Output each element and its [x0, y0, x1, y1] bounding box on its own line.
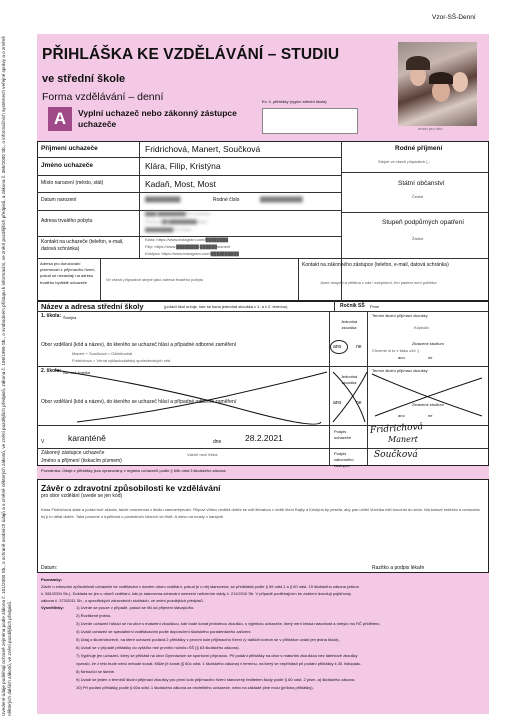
citizenship-label: Státní občanství	[398, 180, 445, 187]
schools-header: Název a adresa střední školy	[41, 302, 144, 311]
explanation-4: 4) Uvádí uchazeč se speciálními vzdělávacími podle doporučení školského poradenského zařízení.	[76, 629, 252, 634]
explanation-2: 2) Rozlišené jméno.	[76, 613, 112, 618]
education-form: Forma vzdělávání – denní	[42, 91, 164, 103]
address-line-1[interactable]: ████ ██████████ 43 Chomutov	[145, 211, 211, 216]
birth-number-label: Rodné číslo	[213, 197, 240, 203]
school-2-label: 2. škola:	[41, 368, 62, 374]
guardian-name-label: Zákonný zástupce uchazeče	[41, 450, 105, 456]
section-a-badge: A	[48, 107, 72, 131]
first-name-value[interactable]: Klára, Filip, Kristýna	[145, 161, 221, 171]
applicant-signature-2[interactable]: Manert	[388, 435, 418, 444]
support-level-label: Stupeň podpůrných opatření	[382, 219, 465, 226]
birth-surname-value[interactable]: Stejné ve všech případech (-:	[378, 159, 431, 164]
contact-line-1[interactable]: Klára: https://www.instagram.com/████████	[145, 237, 229, 242]
birth-surname-label: Rodné příjmení	[395, 145, 443, 152]
school-2-term-label: Termín školní přijímací zkoušky	[372, 368, 428, 373]
contact-line-3[interactable]: Kristýna: https://www.instagram.com/██████████	[145, 251, 239, 256]
school-2-crossout	[37, 366, 489, 425]
school-1-shortened-note[interactable]: Chceme si to v tlaku užít :)	[372, 348, 420, 353]
school-1-label: 1. škola:	[41, 313, 62, 319]
health-subtitle: pro obor vzdělání (uvede se jen kód)	[41, 493, 123, 499]
school-2-exam-label: Jednotná zkouška	[340, 374, 358, 385]
school-1-field-label: Obor vzdělání (kód a název), do kterého se uchazeč hlásí a případné odborné zaměření	[41, 342, 237, 348]
school-1-term-value[interactable]: Kdykoliv	[414, 325, 429, 330]
date-label: dne	[213, 439, 222, 445]
school-2-shortened-yes[interactable]: ano	[398, 413, 405, 418]
explanation-7: 7) Vyplňuje jen uchazeč, který se přihlásil na obor Gymnázium se sportovní přípravou. Při podání přihlášky na obor s maturitní zkouškou bez talentové zkoušky	[76, 653, 358, 658]
guardian-signature-label: Podpis zákonného zástupce	[334, 451, 354, 468]
contact-line-2[interactable]: Filip: https://www.████████/██████manert/	[145, 244, 231, 249]
school-1-field-line-1[interactable]: Manert + Součková = Ožirkitouhal	[72, 351, 133, 356]
school-2-exam-no[interactable]: ne	[356, 400, 362, 406]
guardian-contact-note[interactable]: Jsme dospělí a většina z nás i svéprávní, tím pádem není potřeba	[320, 280, 437, 285]
contact-label: Kontakt na uchazeče (telefon, e-mail, datová schránka)	[41, 239, 124, 252]
birthdate-value[interactable]: ██████████	[145, 197, 181, 203]
health-date-label: Datum:	[41, 565, 58, 571]
school-2-shortened-label: Zkrácené studium	[412, 402, 444, 407]
form-subtitle: ve střední škole	[42, 73, 126, 85]
school-1-term-label: Termín školní přijímací zkoušky	[372, 313, 428, 318]
date-value[interactable]: 28.2.2021	[245, 433, 283, 443]
school-1-exam-yes[interactable]: ano	[333, 344, 342, 350]
guardian-signature[interactable]: Součková	[374, 450, 418, 460]
schools-header-note: (pořadí škol určuje, kde se koná jednotná zkouška v 1. a v 2. termínu)	[164, 304, 288, 309]
note-line: Poznámka: Údaje z přihlášky jsou zpracovány v registru uchazečů podle § 60b odst.3 školského zákona.	[41, 468, 227, 473]
health-text[interactable]: Klára Fridrichová stále a pořád boří ačkoliv, takže omezenost z titulku samozřejmostí. Filipovi vůbec nedělá dobře se učit literaturu v době čtení Bajky a Kristýna by pesela, aby pan učitel Vocelka měl bouchat do stolu. Má bolavé srdéčko a nemusela by ji to dělat dobře. Také prosíme o trpělivost v posledních řádcích ve třídě. A slevu na tousty v kantýně.	[41, 507, 480, 519]
delivery-address-note[interactable]: Ve všech případech stejné jako adresa trvalého pobytu	[106, 277, 204, 282]
school-1-shortened-no[interactable]: ne	[428, 355, 433, 360]
explanation-9: 9) Uvádí se jeden z termínů školní přijímací zkoušky pro první kolo přijímacího řízení stanovený ředitelem školy podle § 60 odst. 2 písm. a) školského zákona.	[76, 677, 356, 682]
birthplace-label: Místo narození (město, stát)	[41, 180, 104, 186]
school-2-field-label: Obor vzdělání (kód a název), do kterého se uchazeč hlásí a případné odborné zaměření	[41, 399, 237, 405]
legal-sidebar: Uvedené údaje podléhají ochraně zejména podle zákona č. 101/2000 Sb., o ochraně osobních údajů a o změně některých zákonů, ve znění pozdějších předpisů, zákona č. 106/1999 Sb., o svobodném přístupu k informacím, ve znění pozdějších předpisů, a zákona č. 365/2000 Sb., o informačních systémech veřejné správy a o změně některých dalších zákonů, ve znění pozdějších předpisů.	[1, 36, 12, 716]
first-name-label: Jméno uchazeče	[41, 162, 94, 169]
fill-instruction: Vyplní uchazeč nebo zákonný zástupce uchazeče	[78, 108, 237, 129]
health-stamp-label: Razítko a podpis lékaře	[372, 565, 425, 571]
application-number-label: Ev. č. přihlášky (vyplní střední škola)	[262, 99, 327, 104]
notes-line-2: č. 561/2004 Sb.). Dokládá se jen u oborů vzdělání, kde je stanovena zdravotní omezení nařízením vlády č. 211/2010 Sb. V případě podléhajícím ke zvážení dovolují pojišťovny	[41, 591, 352, 596]
school-1-exam-label: Jednotná zkouška	[340, 319, 358, 330]
guardian-contact-label: Kontakt na zákonného zástupce (telefon, e-mail, datová schránka)	[302, 262, 449, 268]
form-title: PŘIHLÁŠKA KE VZDĚLÁVÁNÍ – STUDIU	[42, 46, 340, 63]
explanation-6: 6) Uvádí se v případě přihlášky do vyššího než prvního ročníku SŠ (§ 63 školského zákona).	[76, 645, 240, 650]
school-1-name[interactable]: Šmejka	[63, 315, 77, 320]
explanation-7b: vyznačí, že z této bude nebo nebude konat. Může jít konat (§ 60c odst. 1 školského zákona) v termínu, na který se nepřihlásil při podání přihlášky k 30. listopadu.	[76, 661, 362, 666]
address-line-3[interactable]: ██████████ 101 Most	[145, 227, 191, 232]
notes-line-1: Závěr o zdravotní způsobilosti uchazeče ke vzdělávání v daném oboru vzdělání, pokud je u něj stanovena, se předkládá podle § 59 odst.1 a § 60 odst. 15 školského zákona (zákon	[41, 584, 359, 589]
address-label: Adresa trvalého pobytu	[41, 218, 93, 224]
notes-title: Poznámky:	[41, 577, 63, 582]
explanation-5: 5) Údaj o škole/oborech, na které uchazeč podává 2 přihlášky v prvním kole přijímacího řízení (v dalších kolech se v přihlášce uvádí jen jedna škola).	[76, 637, 340, 642]
birthdate-label: Datum narození	[41, 197, 77, 203]
birthplace-value[interactable]: Kadaň, Most, Most	[145, 179, 216, 189]
guardian-name-value[interactable]: Vážně není třeba	[187, 452, 218, 457]
support-level-value[interactable]: Žádné.	[412, 236, 425, 241]
place-value[interactable]: karanténě	[68, 433, 106, 443]
year-label: Ročník SŠ	[340, 303, 365, 309]
applicant-signature-1[interactable]: Fridrichová	[369, 422, 424, 436]
delivery-address-label: Adresa pro doručování písemností z přijímacího řízení, pokud se nezasílají na adresu trvalého bydliště uchazeče	[40, 261, 96, 285]
guardian-name-sublabel: Jméno a příjmení (tiskacím písmem)	[41, 458, 122, 464]
applicant-signature-label: Podpis uchazeče	[334, 429, 352, 440]
form-code-top: Vzor-SŠ-Denní	[432, 14, 476, 21]
place-label: V	[41, 439, 45, 445]
school-1-shortened-label: Zkrácené studium	[412, 341, 444, 346]
surname-label: Příjmení uchazeče	[41, 145, 98, 152]
school-1-exam-no[interactable]: ne	[356, 344, 362, 350]
yes-circle	[330, 340, 348, 354]
photo-caption: místo pro foto	[418, 126, 443, 131]
explanation-1: 1) Uvede se pouze v případě, pokud se liší od příjmení stávajícího.	[76, 605, 195, 610]
explanations-title: Vysvětlivky:	[41, 605, 64, 610]
school-1-shortened-yes[interactable]: ano	[398, 355, 405, 360]
explanation-10: 10) Při podání přihlášky podle § 60a odst. 1 školského zákona za nezletilého uchazeče, nebo na základě plné moci (příloha přihlášky).	[76, 685, 314, 690]
school-2-exam-yes[interactable]: ano	[333, 400, 342, 406]
address-line-2[interactable]: Čechova ██ ██████████ Most	[145, 219, 207, 224]
explanation-3: 3) Uvede uchazeč hlásící se na obor s maturitní zkouškou, kde bude konat jednotnou zkoušku, s výjimkou uchazeče, který není česká národnost a nebylo mu RČ přiděleno.	[76, 621, 381, 626]
explanation-8: 8) Nehodící se škrtne.	[76, 669, 116, 674]
school-2-name[interactable]: Nic než šmejka	[63, 370, 91, 375]
surname-value[interactable]: Fridrichová, Manert, Součková	[145, 144, 261, 154]
year-value[interactable]: První	[370, 304, 380, 309]
school-2-shortened-no[interactable]: ne	[428, 413, 433, 418]
applicant-photo	[398, 42, 477, 126]
school-1-field-line-2[interactable]: Fridrichová = Věrná výkladovkářský společenských věd	[72, 358, 171, 363]
citizenship-value[interactable]: České	[412, 194, 424, 199]
birth-number-value[interactable]: ████████████	[260, 197, 303, 203]
health-title: Závěr o zdravotní způsobilosti ke vzdělávání	[41, 483, 221, 493]
notes-line-3: zákona č. 373/2011 Sb., o specifických zdravotních službách, ve znění pozdějších předpisů.	[41, 598, 204, 603]
application-number-field[interactable]	[262, 108, 358, 134]
